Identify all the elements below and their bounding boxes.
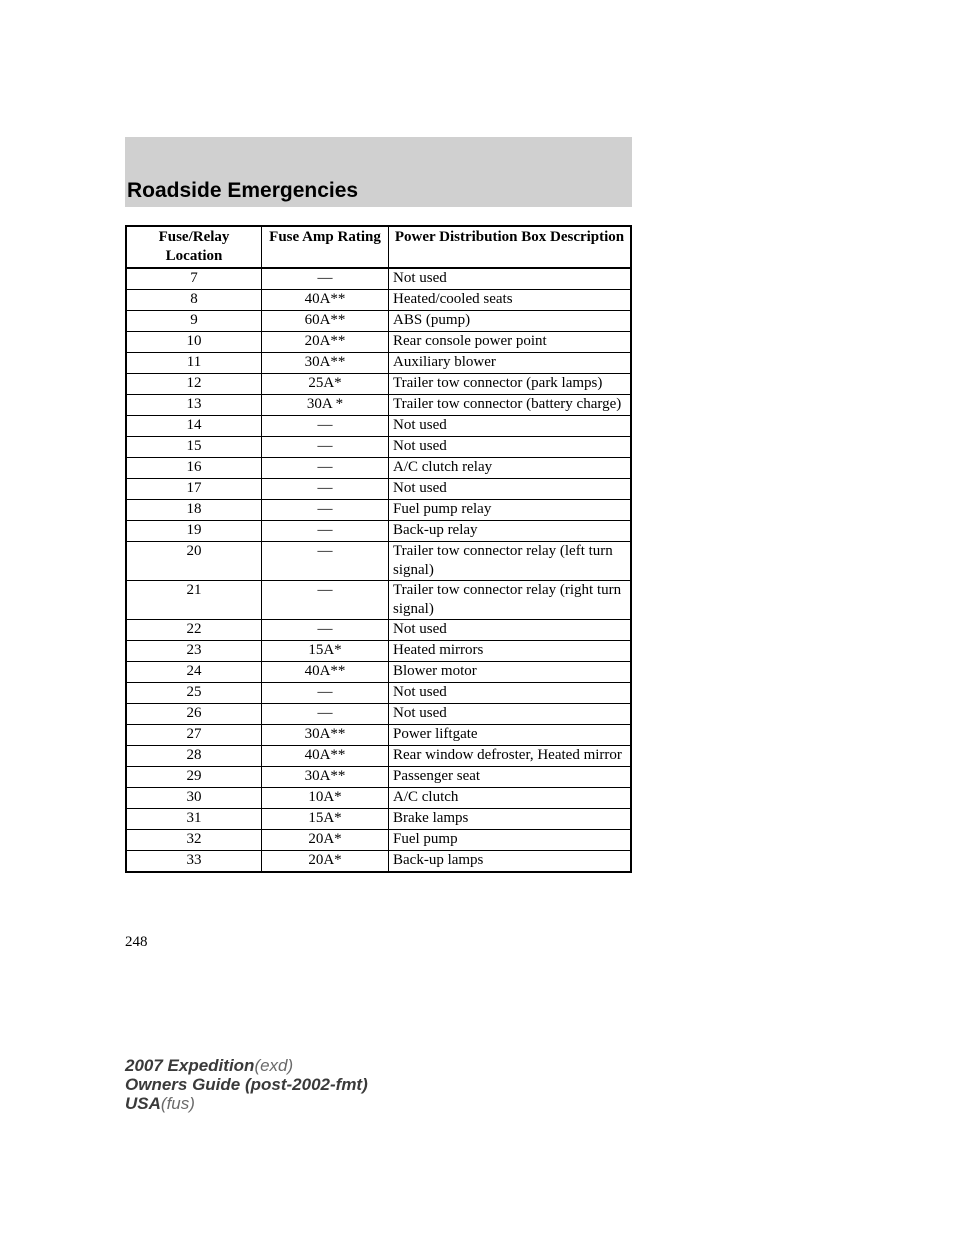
table-row bbox=[126, 641, 631, 662]
cell-amp-rating: — bbox=[262, 437, 389, 458]
cell-description: Not used bbox=[389, 479, 632, 500]
cell-location: 14 bbox=[126, 416, 262, 437]
page-number: 248 bbox=[125, 934, 148, 950]
cell-location: 7 bbox=[126, 268, 262, 290]
table-row bbox=[126, 704, 631, 725]
table-row bbox=[126, 725, 631, 746]
table-row bbox=[126, 767, 631, 788]
header-amp-rating: Fuse Amp Rating bbox=[262, 226, 389, 268]
cell-location: 11 bbox=[126, 353, 262, 374]
cell-description: Not used bbox=[389, 704, 632, 725]
cell-amp-rating: 30A** bbox=[262, 353, 389, 374]
cell-amp-rating: — bbox=[262, 458, 389, 479]
cell-description: Rear console power point bbox=[389, 332, 632, 353]
cell-location: 22 bbox=[126, 620, 262, 641]
cell-amp-rating: 30A** bbox=[262, 725, 389, 746]
footer bbox=[125, 1056, 368, 1113]
cell-location: 9 bbox=[126, 311, 262, 332]
cell-amp-rating: 10A* bbox=[262, 788, 389, 809]
cell-location: 26 bbox=[126, 704, 262, 725]
section-title: Roadside Emergencies bbox=[127, 179, 359, 202]
section-header-band bbox=[125, 137, 632, 207]
footer-model: 2007 Expedition bbox=[125, 1056, 255, 1075]
cell-description: Rear window defroster, Heated mirror bbox=[389, 746, 632, 767]
cell-description: Brake lamps bbox=[389, 809, 632, 830]
table-body bbox=[126, 268, 631, 872]
cell-amp-rating: — bbox=[262, 620, 389, 641]
table-row bbox=[126, 311, 631, 332]
cell-amp-rating: — bbox=[262, 542, 389, 581]
table-row bbox=[126, 788, 631, 809]
table-row bbox=[126, 746, 631, 767]
cell-amp-rating: 25A* bbox=[262, 374, 389, 395]
table-row bbox=[126, 581, 631, 620]
cell-location: 19 bbox=[126, 521, 262, 542]
cell-location: 21 bbox=[126, 581, 262, 620]
table-row bbox=[126, 416, 631, 437]
cell-location: 23 bbox=[126, 641, 262, 662]
cell-description: Not used bbox=[389, 416, 632, 437]
cell-amp-rating: — bbox=[262, 521, 389, 542]
cell-location: 28 bbox=[126, 746, 262, 767]
table-row bbox=[126, 683, 631, 704]
cell-amp-rating: — bbox=[262, 581, 389, 620]
cell-description: Back-up lamps bbox=[389, 851, 632, 873]
footer-guide: Owners Guide (post-2002-fmt) bbox=[125, 1075, 368, 1094]
cell-description: Not used bbox=[389, 683, 632, 704]
table-row bbox=[126, 500, 631, 521]
cell-description: Trailer tow connector (battery charge) bbox=[389, 395, 632, 416]
cell-amp-rating: 40A** bbox=[262, 662, 389, 683]
table-row bbox=[126, 332, 631, 353]
footer-line-3 bbox=[125, 1094, 368, 1113]
table-row bbox=[126, 479, 631, 500]
table-row bbox=[126, 268, 631, 290]
cell-location: 30 bbox=[126, 788, 262, 809]
cell-amp-rating: — bbox=[262, 683, 389, 704]
cell-location: 8 bbox=[126, 290, 262, 311]
cell-description: A/C clutch bbox=[389, 788, 632, 809]
cell-description: ABS (pump) bbox=[389, 311, 632, 332]
table-row bbox=[126, 458, 631, 479]
cell-description: Blower motor bbox=[389, 662, 632, 683]
cell-location: 27 bbox=[126, 725, 262, 746]
cell-amp-rating: 30A * bbox=[262, 395, 389, 416]
footer-region: USA bbox=[125, 1094, 161, 1113]
cell-location: 15 bbox=[126, 437, 262, 458]
cell-amp-rating: 30A** bbox=[262, 767, 389, 788]
cell-location: 25 bbox=[126, 683, 262, 704]
cell-amp-rating: 20A* bbox=[262, 830, 389, 851]
cell-location: 17 bbox=[126, 479, 262, 500]
cell-amp-rating: 20A* bbox=[262, 851, 389, 873]
cell-description: Not used bbox=[389, 620, 632, 641]
table-row bbox=[126, 830, 631, 851]
cell-amp-rating: — bbox=[262, 500, 389, 521]
cell-amp-rating: — bbox=[262, 704, 389, 725]
table-row bbox=[126, 851, 631, 873]
cell-location: 31 bbox=[126, 809, 262, 830]
cell-location: 12 bbox=[126, 374, 262, 395]
cell-location: 10 bbox=[126, 332, 262, 353]
cell-description: Passenger seat bbox=[389, 767, 632, 788]
cell-amp-rating: 40A** bbox=[262, 746, 389, 767]
table-row bbox=[126, 353, 631, 374]
cell-description: Auxiliary blower bbox=[389, 353, 632, 374]
cell-description: Trailer tow connector (park lamps) bbox=[389, 374, 632, 395]
cell-amp-rating: 20A** bbox=[262, 332, 389, 353]
cell-description: Heated mirrors bbox=[389, 641, 632, 662]
cell-description: Fuel pump bbox=[389, 830, 632, 851]
cell-description: Power liftgate bbox=[389, 725, 632, 746]
table-row bbox=[126, 809, 631, 830]
table-row bbox=[126, 662, 631, 683]
cell-location: 18 bbox=[126, 500, 262, 521]
cell-amp-rating: 15A* bbox=[262, 809, 389, 830]
cell-location: 20 bbox=[126, 542, 262, 581]
cell-amp-rating: — bbox=[262, 416, 389, 437]
cell-description: Back-up relay bbox=[389, 521, 632, 542]
cell-location: 32 bbox=[126, 830, 262, 851]
table-row bbox=[126, 374, 631, 395]
cell-location: 24 bbox=[126, 662, 262, 683]
cell-description: Trailer tow connector relay (right turn signal) bbox=[389, 581, 632, 620]
table-row bbox=[126, 395, 631, 416]
cell-amp-rating: 15A* bbox=[262, 641, 389, 662]
cell-location: 29 bbox=[126, 767, 262, 788]
footer-line-2 bbox=[125, 1075, 368, 1094]
footer-region-code: (fus) bbox=[160, 1094, 195, 1113]
cell-description: Trailer tow connector relay (left turn signal) bbox=[389, 542, 632, 581]
footer-line-1 bbox=[125, 1056, 368, 1075]
table-row bbox=[126, 542, 631, 581]
cell-amp-rating: — bbox=[262, 479, 389, 500]
fuse-table bbox=[125, 225, 632, 873]
header-description: Power Distribution Box Description bbox=[389, 226, 632, 268]
cell-location: 33 bbox=[126, 851, 262, 873]
table-row bbox=[126, 521, 631, 542]
cell-amp-rating: 40A** bbox=[262, 290, 389, 311]
header-location: Fuse/Relay Location bbox=[126, 226, 262, 268]
cell-location: 13 bbox=[126, 395, 262, 416]
cell-amp-rating: 60A** bbox=[262, 311, 389, 332]
cell-description: Heated/cooled seats bbox=[389, 290, 632, 311]
table-row bbox=[126, 290, 631, 311]
cell-amp-rating: — bbox=[262, 268, 389, 290]
table-row bbox=[126, 437, 631, 458]
table-row bbox=[126, 620, 631, 641]
cell-location: 16 bbox=[126, 458, 262, 479]
table-header-row bbox=[126, 226, 631, 268]
cell-description: Not used bbox=[389, 437, 632, 458]
cell-description: A/C clutch relay bbox=[389, 458, 632, 479]
cell-description: Fuel pump relay bbox=[389, 500, 632, 521]
cell-description: Not used bbox=[389, 268, 632, 290]
footer-model-code: (exd) bbox=[254, 1056, 294, 1075]
